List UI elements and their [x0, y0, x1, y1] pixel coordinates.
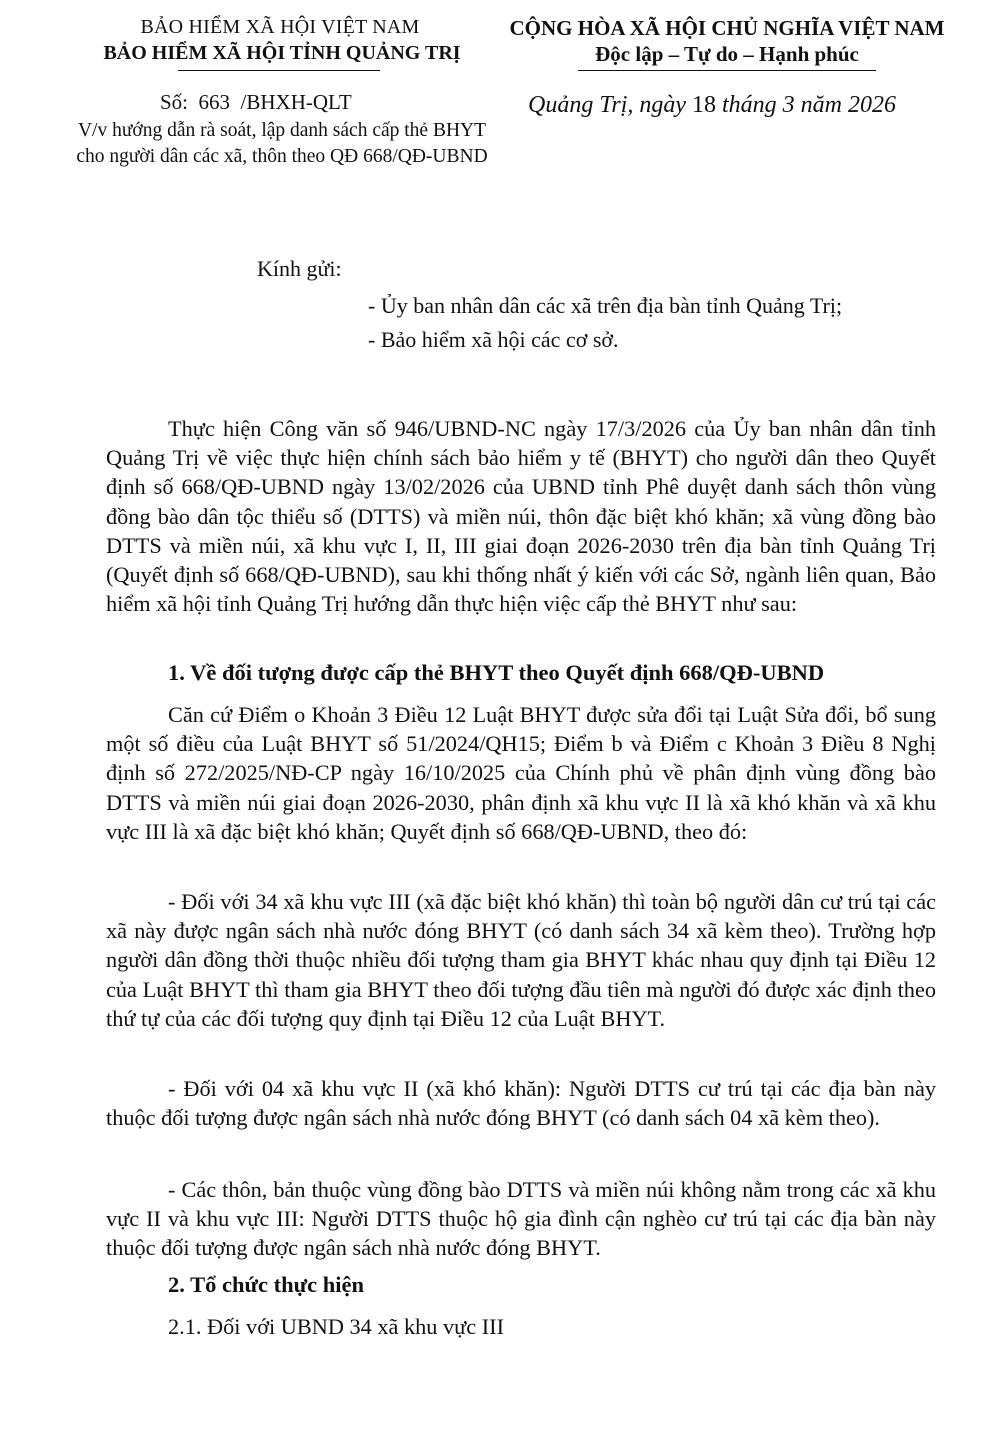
national-motto: Độc lập – Tự do – Hạnh phúc: [595, 42, 859, 66]
section-2-title: 2. Tổ chức thực hiện: [168, 1272, 364, 1297]
document-date: [528, 92, 896, 119]
paragraph-text: - Đối với 04 xã khu vực II (xã khó khăn): Người DTTS cư trú tại các địa bàn này thuộc đối tượng được ngân sách nhà nước đóng BHYT (có danh sách 04 xã kèm theo).: [106, 1076, 936, 1131]
section-1-paragraph-1: [106, 700, 936, 846]
section-1-paragraph-4: [106, 1175, 936, 1263]
intro-text: Thực hiện Công văn số 946/UBND-NC ngày 17/3/2026 của Ủy ban nhân dân tỉnh Quảng Trị về việc thực hiện chính sách bảo hiểm y tế (BHYT) cho người dân theo Quyết định số 668/QĐ-UBND ngày 13/02/2026 của UBND tỉnh Phê duyệt danh sách thôn vùng đồng bào dân tộc thiểu số (DTTS) và miền núi, thôn đặc biệt khó khăn; xã vùng đồng bào DTTS và miền núi, xã khu vực I, II, III giai đoạn 2026-2030 trên địa bàn tỉnh Quảng Trị (Quyết định số 668/QĐ-UBND), sau khi thống nhất ý kiến với các Sở, ngành liên quan, Bảo hiểm xã hội tỉnh Quảng Trị hướng dẫn thực hiện việc cấp thẻ BHYT như sau:: [106, 416, 936, 617]
intro-paragraph: [106, 414, 936, 618]
document-number: [160, 90, 352, 115]
recipient-item: - Ủy ban nhân dân các xã trên địa bàn tỉnh Quảng Trị;: [368, 293, 843, 318]
document-number-suffix: /BHXH-QLT: [240, 90, 352, 114]
document-subject: V/v hướng dẫn rà soát, lập danh sách cấp thẻ BHYT cho người dân các xã, thôn theo QĐ 668/QĐ-UBND: [76, 120, 488, 167]
issuing-parent-org: BẢO HIỂM XÃ HỘI VIỆT NAM: [140, 16, 420, 38]
date-suffix: tháng 3 năm 2026: [722, 92, 897, 118]
date-prefix: Quảng Trị, ngày: [528, 92, 687, 118]
header-left-underline: [178, 70, 380, 71]
national-title: CỘNG HÒA XÃ HỘI CHỦ NGHĨA VIỆT NAM: [509, 16, 945, 40]
section-1-paragraph-2: [106, 887, 936, 1033]
header-right-underline: [578, 70, 876, 71]
section-1-paragraph-3: [106, 1074, 936, 1132]
paragraph-text: - Các thôn, bản thuộc vùng đồng bào DTTS và miền núi không nằm trong các xã khu vực II và khu vực III: Người DTTS thuộc hộ gia đình cận nghèo cư trú tại các địa bàn này thuộc đối tượng được ngân sách nhà nước đóng BHYT.: [106, 1177, 936, 1261]
recipient-item: - Bảo hiểm xã hội các cơ sở.: [368, 327, 619, 352]
document-number-value: 663: [198, 90, 231, 114]
date-day: 18: [692, 92, 717, 118]
paragraph-text: Căn cứ Điểm o Khoản 3 Điều 12 Luật BHYT được sửa đổi tại Luật Sửa đổi, bổ sung một số điều của Luật BHYT số 51/2024/QH15; Điểm b và Điểm c Khoản 3 Điều 8 Nghị định số 272/2025/NĐ-CP ngày 16/10/2025 của Chính phủ về phân định vùng đồng bào DTTS và miền núi giai đoạn 2026-2030, phân định xã khu vực II là xã khó khăn và xã khu vực III là xã đặc biệt khó khăn; Quyết định số 668/QĐ-UBND, theo đó:: [106, 702, 936, 844]
section-1-title: 1. Về đối tượng được cấp thẻ BHYT theo Quyết định 668/QĐ-UBND: [168, 660, 825, 685]
document-number-prefix: Số:: [160, 90, 189, 114]
recipients-label: Kính gửi:: [257, 256, 342, 281]
paragraph-text: - Đối với 34 xã khu vực III (xã đặc biệt khó khăn) thì toàn bộ người dân cư trú tại các xã này được ngân sách nhà nước đóng BHYT (có danh sách 34 xã kèm theo). Trường hợp người dân đồng thời thuộc nhiều đối tượng tham gia BHYT khác nhau quy định tại Điều 12 của Luật BHYT thì tham gia BHYT theo đối tượng đầu tiên mà người đó được xác định theo thứ tự của các đối tượng quy định tại Điều 12 của Luật BHYT.: [106, 889, 936, 1031]
subsection-2-1-title: 2.1. Đối với UBND 34 xã khu vực III: [168, 1314, 504, 1339]
issuing-org: BẢO HIỂM XÃ HỘI TỈNH QUẢNG TRỊ: [103, 42, 461, 64]
